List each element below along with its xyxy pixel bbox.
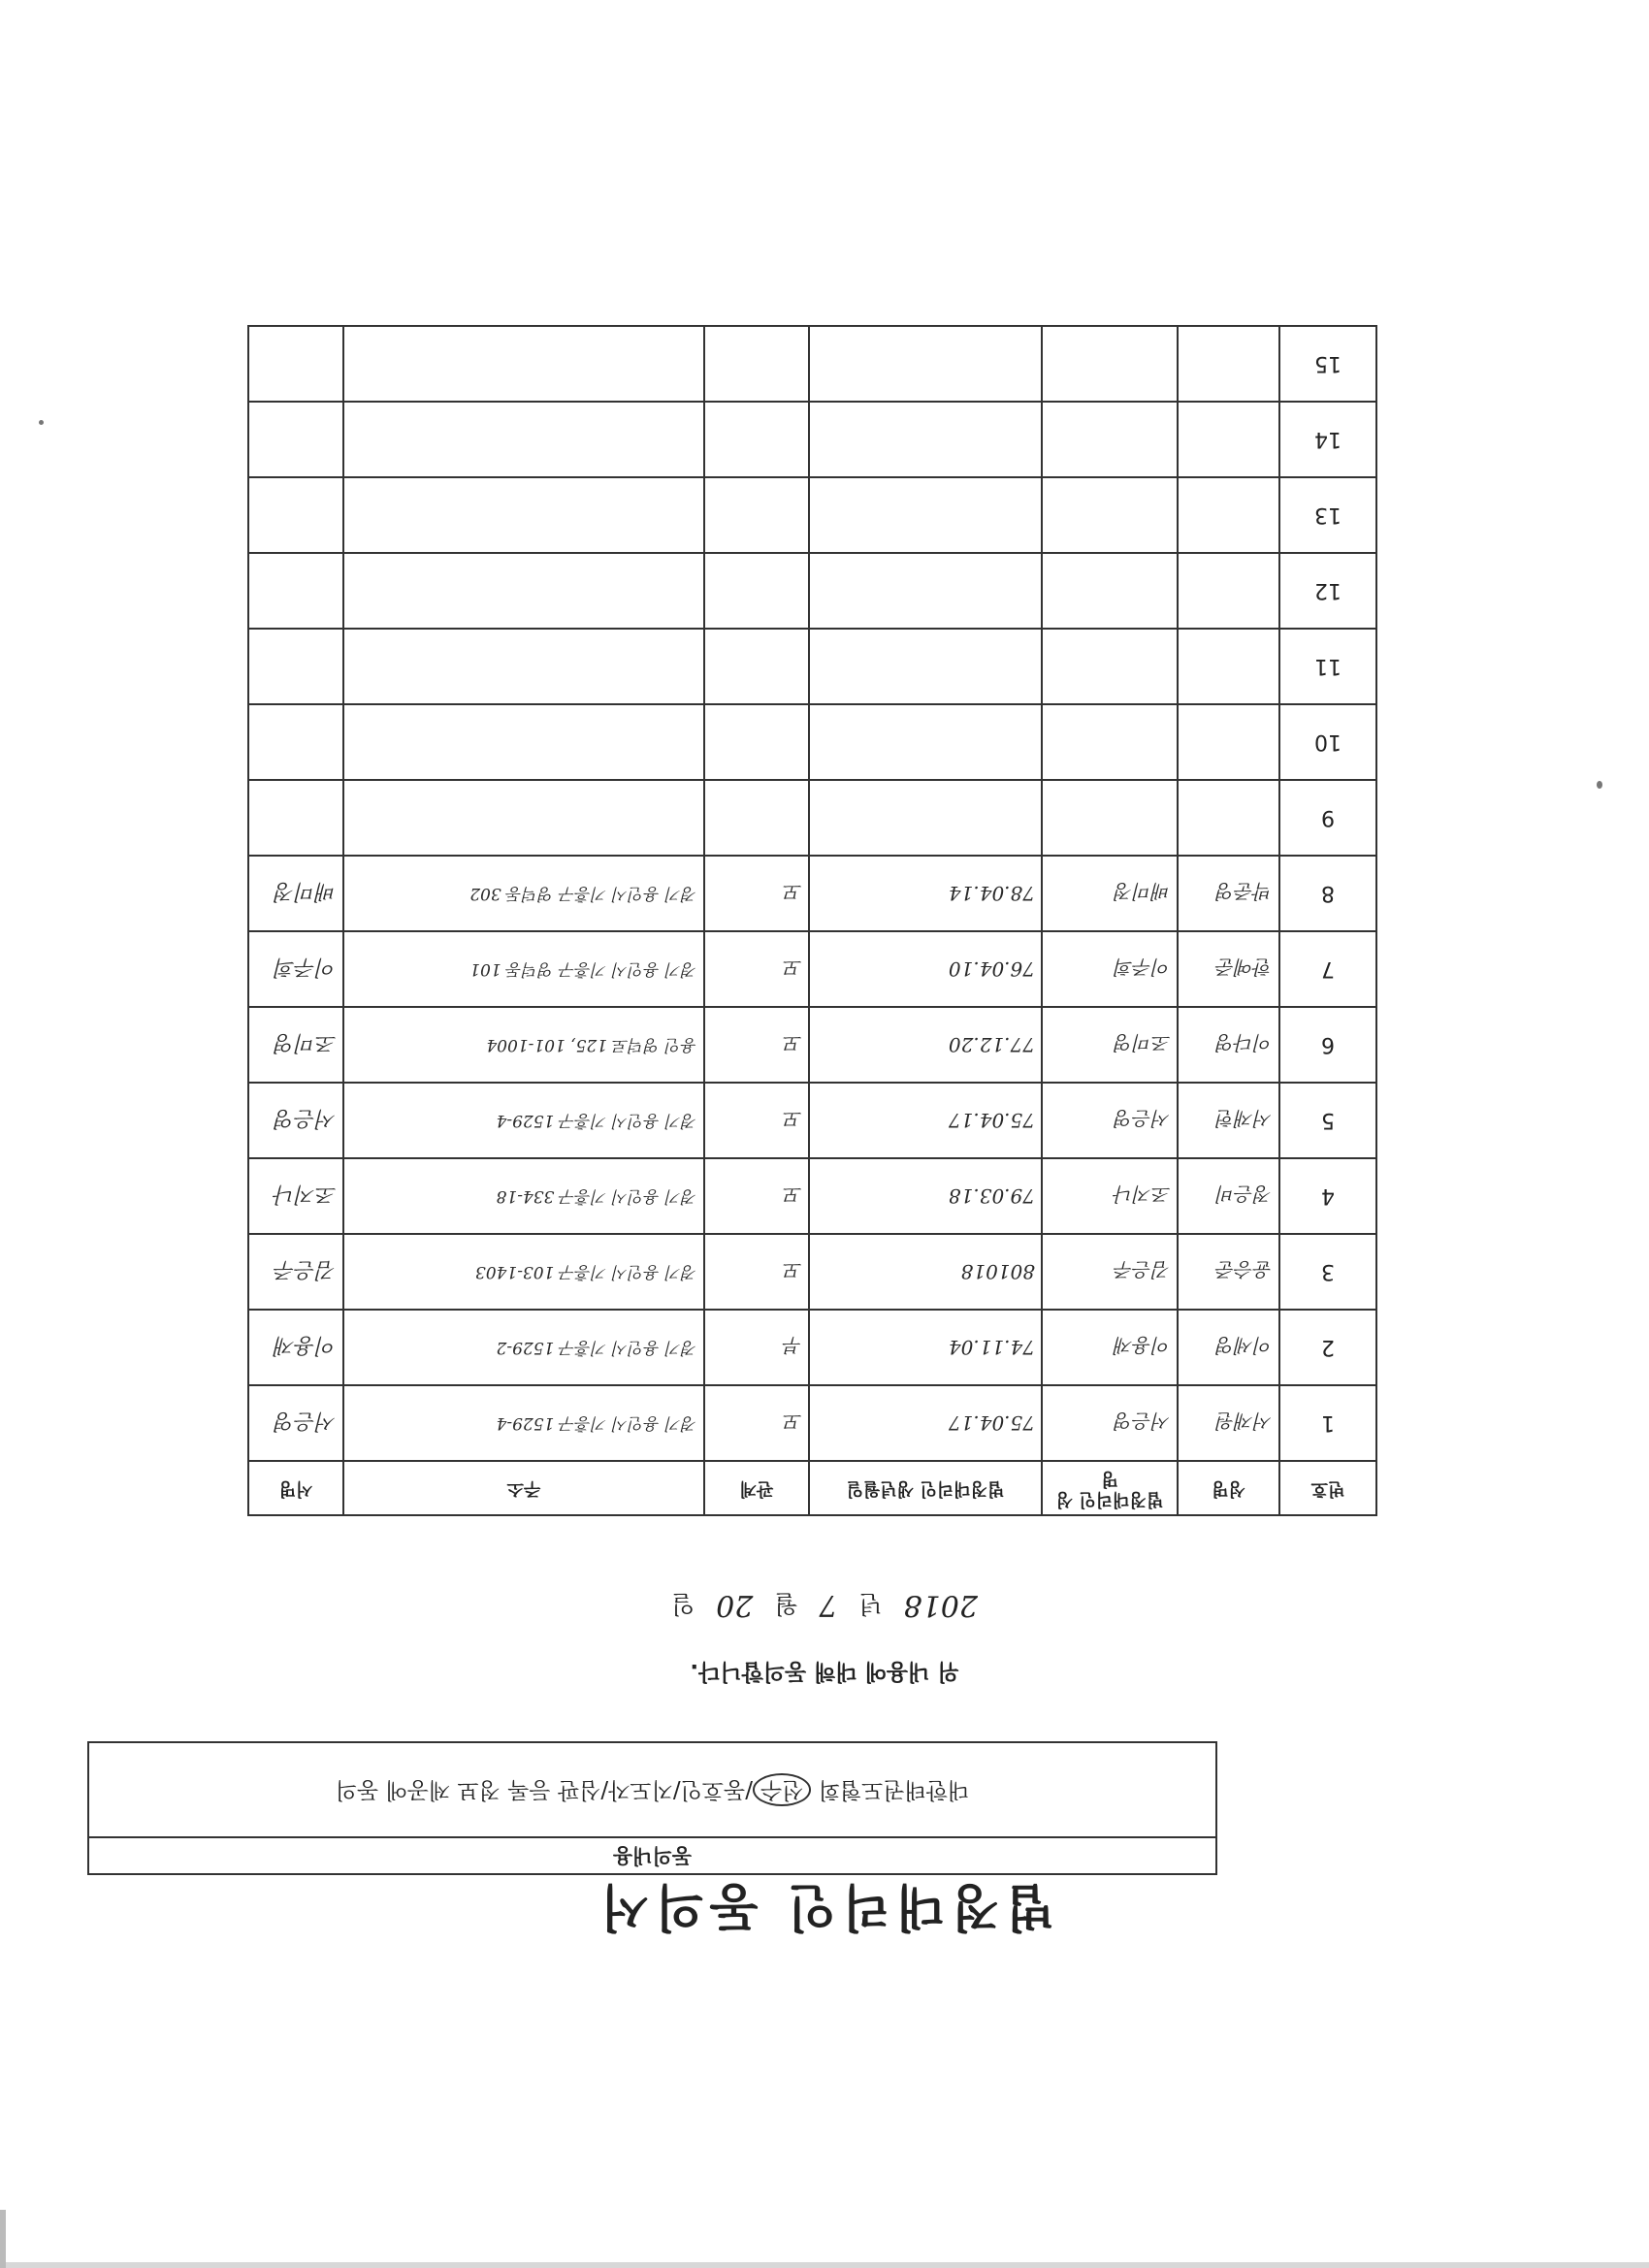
cell-relation xyxy=(704,477,809,553)
cell-address: 경기 용인시 기흥구 1529-2 xyxy=(343,1310,704,1385)
header-relation: 관계 xyxy=(704,1461,809,1515)
header-signature: 서명 xyxy=(248,1461,343,1515)
scan-edge-right xyxy=(0,2210,6,2268)
cell-guardian-dob: 75.04.17 xyxy=(809,1385,1042,1461)
table-row xyxy=(248,780,1376,856)
cell-no: 11 xyxy=(1279,629,1376,704)
cell-name: 이다영 xyxy=(1178,1007,1279,1083)
table-header-row xyxy=(248,1461,1376,1515)
cell-no: 4 xyxy=(1279,1158,1376,1234)
consent-statement: 위 내용에 대해 동의합니다. xyxy=(690,1659,959,1684)
cell-relation: 모 xyxy=(704,856,809,931)
cell-signature: 서은영 xyxy=(248,1385,343,1461)
cell-relation: 부 xyxy=(704,1310,809,1385)
table-row xyxy=(248,629,1376,704)
date-month: 7 xyxy=(819,1588,838,1622)
cell-signature xyxy=(248,704,343,780)
cell-address xyxy=(343,629,704,704)
guardian-table xyxy=(247,325,1377,1516)
cell-name xyxy=(1178,553,1279,629)
table-row xyxy=(248,477,1376,553)
cell-address xyxy=(343,704,704,780)
cell-name xyxy=(1178,402,1279,477)
cell-no: 12 xyxy=(1279,553,1376,629)
cell-name xyxy=(1178,780,1279,856)
cell-relation: 모 xyxy=(704,1385,809,1461)
cell-relation xyxy=(704,402,809,477)
cell-relation: 모 xyxy=(704,1007,809,1083)
header-guardian-name: 법정대리인 성명 xyxy=(1042,1461,1178,1515)
agreement-text-post: /동호인/지도자/심판 등록 정보 제공에 동의 xyxy=(335,1777,753,1802)
cell-no: 5 xyxy=(1279,1083,1376,1158)
cell-guardian-name: 이용재 xyxy=(1042,1310,1178,1385)
table-row xyxy=(248,1083,1376,1158)
cell-guardian-dob xyxy=(809,780,1042,856)
cell-guardian-dob xyxy=(809,477,1042,553)
cell-guardian-name xyxy=(1042,477,1178,553)
cell-guardian-name: 조미영 xyxy=(1042,1007,1178,1083)
cell-relation: 모 xyxy=(704,931,809,1007)
cell-guardian-dob xyxy=(809,553,1042,629)
cell-signature: 조지나 xyxy=(248,1158,343,1234)
cell-guardian-dob: 76.04.10 xyxy=(809,931,1042,1007)
header-address: 주소 xyxy=(343,1461,704,1515)
cell-signature xyxy=(248,402,343,477)
table-row xyxy=(248,1234,1376,1310)
document-title: 법정대리인 동의서 xyxy=(595,1877,1054,1935)
cell-relation xyxy=(704,780,809,856)
table-row xyxy=(248,326,1376,402)
cell-guardian-name: 조지나 xyxy=(1042,1158,1178,1234)
cell-no: 13 xyxy=(1279,477,1376,553)
cell-relation xyxy=(704,553,809,629)
cell-guardian-name: 이주희 xyxy=(1042,931,1178,1007)
cell-relation xyxy=(704,629,809,704)
header-no: 번호 xyxy=(1279,1461,1376,1515)
date-month-unit: 월 xyxy=(774,1590,798,1618)
cell-guardian-dob: 801018 xyxy=(809,1234,1042,1310)
cell-signature: 배미정 xyxy=(248,856,343,931)
cell-no: 1 xyxy=(1279,1385,1376,1461)
cell-guardian-name: 서은영 xyxy=(1042,1083,1178,1158)
cell-relation: 모 xyxy=(704,1158,809,1234)
cell-address xyxy=(343,780,704,856)
table-row xyxy=(248,402,1376,477)
table-row xyxy=(248,1385,1376,1461)
cell-guardian-name: 서은영 xyxy=(1042,1385,1178,1461)
header-name: 성명 xyxy=(1178,1461,1279,1515)
cell-signature xyxy=(248,326,343,402)
cell-address: 경기 용인시 기흥구 영덕동 101 xyxy=(343,931,704,1007)
agreement-box xyxy=(87,1741,1217,1875)
header-guardian-dob: 법정대리인 생년월일 xyxy=(809,1461,1042,1515)
cell-no: 2 xyxy=(1279,1310,1376,1385)
cell-address: 경기 용인시 기흥구 334-18 xyxy=(343,1158,704,1234)
cell-no: 8 xyxy=(1279,856,1376,931)
table-row xyxy=(248,931,1376,1007)
cell-no: 15 xyxy=(1279,326,1376,402)
cell-guardian-dob xyxy=(809,402,1042,477)
cell-signature xyxy=(248,477,343,553)
cell-name xyxy=(1178,326,1279,402)
agreement-text-circled: 선수 xyxy=(753,1773,811,1806)
cell-no: 9 xyxy=(1279,780,1376,856)
table-row xyxy=(248,1310,1376,1385)
cell-relation: 모 xyxy=(704,1083,809,1158)
cell-guardian-name xyxy=(1042,704,1178,780)
cell-signature: 서은영 xyxy=(248,1083,343,1158)
agreement-header: 동의내용 xyxy=(89,1836,1215,1873)
cell-guardian-name xyxy=(1042,780,1178,856)
cell-name: 한예준 xyxy=(1178,931,1279,1007)
cell-name: 서재헌 xyxy=(1178,1083,1279,1158)
cell-address xyxy=(343,553,704,629)
cell-name xyxy=(1178,629,1279,704)
cell-guardian-dob: 79.03.18 xyxy=(809,1158,1042,1234)
cell-guardian-name: 김은주 xyxy=(1042,1234,1178,1310)
cell-guardian-name: 배미정 xyxy=(1042,856,1178,931)
cell-no: 3 xyxy=(1279,1234,1376,1310)
table-row xyxy=(248,1158,1376,1234)
cell-guardian-dob xyxy=(809,326,1042,402)
cell-guardian-dob xyxy=(809,629,1042,704)
cell-address: 경기 용인시 기흥구 103-1403 xyxy=(343,1234,704,1310)
cell-guardian-dob: 78.04.14 xyxy=(809,856,1042,931)
table-row xyxy=(248,553,1376,629)
cell-signature xyxy=(248,553,343,629)
scan-edge-top xyxy=(0,2262,1649,2268)
cell-signature: 이용재 xyxy=(248,1310,343,1385)
date-year-unit: 년 xyxy=(858,1590,883,1618)
cell-address: 경기 용인시 기흥구 영덕동 302 xyxy=(343,856,704,931)
date-year: 2018 xyxy=(903,1588,978,1622)
cell-signature xyxy=(248,780,343,856)
cell-name: 이세영 xyxy=(1178,1310,1279,1385)
date-day: 20 xyxy=(716,1588,754,1622)
cell-signature: 이주희 xyxy=(248,931,343,1007)
cell-signature xyxy=(248,629,343,704)
cell-guardian-dob: 74.11.04 xyxy=(809,1310,1042,1385)
cell-address: 용인 영덕로 125, 101-1004 xyxy=(343,1007,704,1083)
table-row xyxy=(248,856,1376,931)
cell-address: 경기 용인시 기흥구 1529-4 xyxy=(343,1083,704,1158)
cell-name: 박준영 xyxy=(1178,856,1279,931)
cell-guardian-dob xyxy=(809,704,1042,780)
cell-no: 6 xyxy=(1279,1007,1376,1083)
date-day-unit: 일 xyxy=(671,1590,695,1618)
table-row xyxy=(248,1007,1376,1083)
cell-relation xyxy=(704,326,809,402)
cell-name: 윤승준 xyxy=(1178,1234,1279,1310)
cell-name xyxy=(1178,477,1279,553)
cell-address xyxy=(343,326,704,402)
cell-no: 14 xyxy=(1279,402,1376,477)
cell-relation: 모 xyxy=(704,1234,809,1310)
cell-guardian-name xyxy=(1042,402,1178,477)
agreement-text xyxy=(89,1743,1215,1836)
agreement-text-pre: 대한태권도협회 xyxy=(818,1777,970,1802)
cell-guardian-dob: 75.04.17 xyxy=(809,1083,1042,1158)
cell-name xyxy=(1178,704,1279,780)
cell-name: 정은비 xyxy=(1178,1158,1279,1234)
cell-name: 서재원 xyxy=(1178,1385,1279,1461)
cell-signature: 조미영 xyxy=(248,1007,343,1083)
table-row xyxy=(248,704,1376,780)
cell-relation xyxy=(704,704,809,780)
cell-signature: 김은주 xyxy=(248,1234,343,1310)
cell-guardian-dob: 77.12.20 xyxy=(809,1007,1042,1083)
scan-speck xyxy=(39,420,44,425)
cell-guardian-name xyxy=(1042,553,1178,629)
cell-address xyxy=(343,477,704,553)
table-body xyxy=(248,326,1376,1461)
cell-address xyxy=(343,402,704,477)
cell-no: 10 xyxy=(1279,704,1376,780)
cell-guardian-name xyxy=(1042,629,1178,704)
signing-date xyxy=(0,1588,1649,1623)
cell-no: 7 xyxy=(1279,931,1376,1007)
scan-speck xyxy=(1597,781,1602,789)
cell-guardian-name xyxy=(1042,326,1178,402)
cell-address: 경기 용인시 기흥구 1529-4 xyxy=(343,1385,704,1461)
